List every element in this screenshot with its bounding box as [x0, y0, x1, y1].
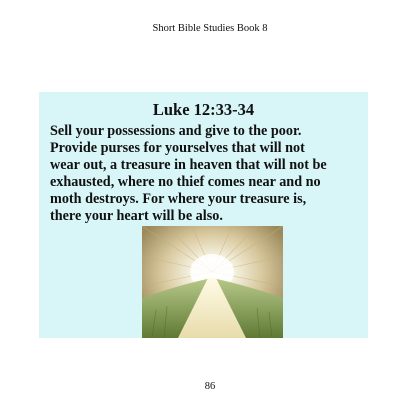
svg-text:.: .	[146, 331, 147, 335]
verse-line: Sell your possessions and give to the poor.	[50, 123, 302, 139]
scripture-card	[39, 92, 368, 338]
verse-line: there your heart will be also.	[50, 208, 223, 224]
scripture-reference: Luke 12:33-34	[152, 100, 255, 119]
verse-line: wear out, a treasure in heaven that will not be	[50, 157, 327, 173]
verse-line: moth destroys. For where your treasure is,	[50, 191, 307, 207]
heavenly-path-illustration	[142, 226, 283, 338]
scripture-text	[50, 123, 370, 225]
illustration-graphic	[142, 226, 283, 338]
verse-line: exhausted, where no thief comes near and no	[50, 174, 321, 190]
page-number: 86	[204, 381, 216, 392]
verse-line: Provide purses for yourselves that will not	[50, 140, 305, 156]
page-header: Short Bible Studies Book 8	[152, 23, 268, 34]
